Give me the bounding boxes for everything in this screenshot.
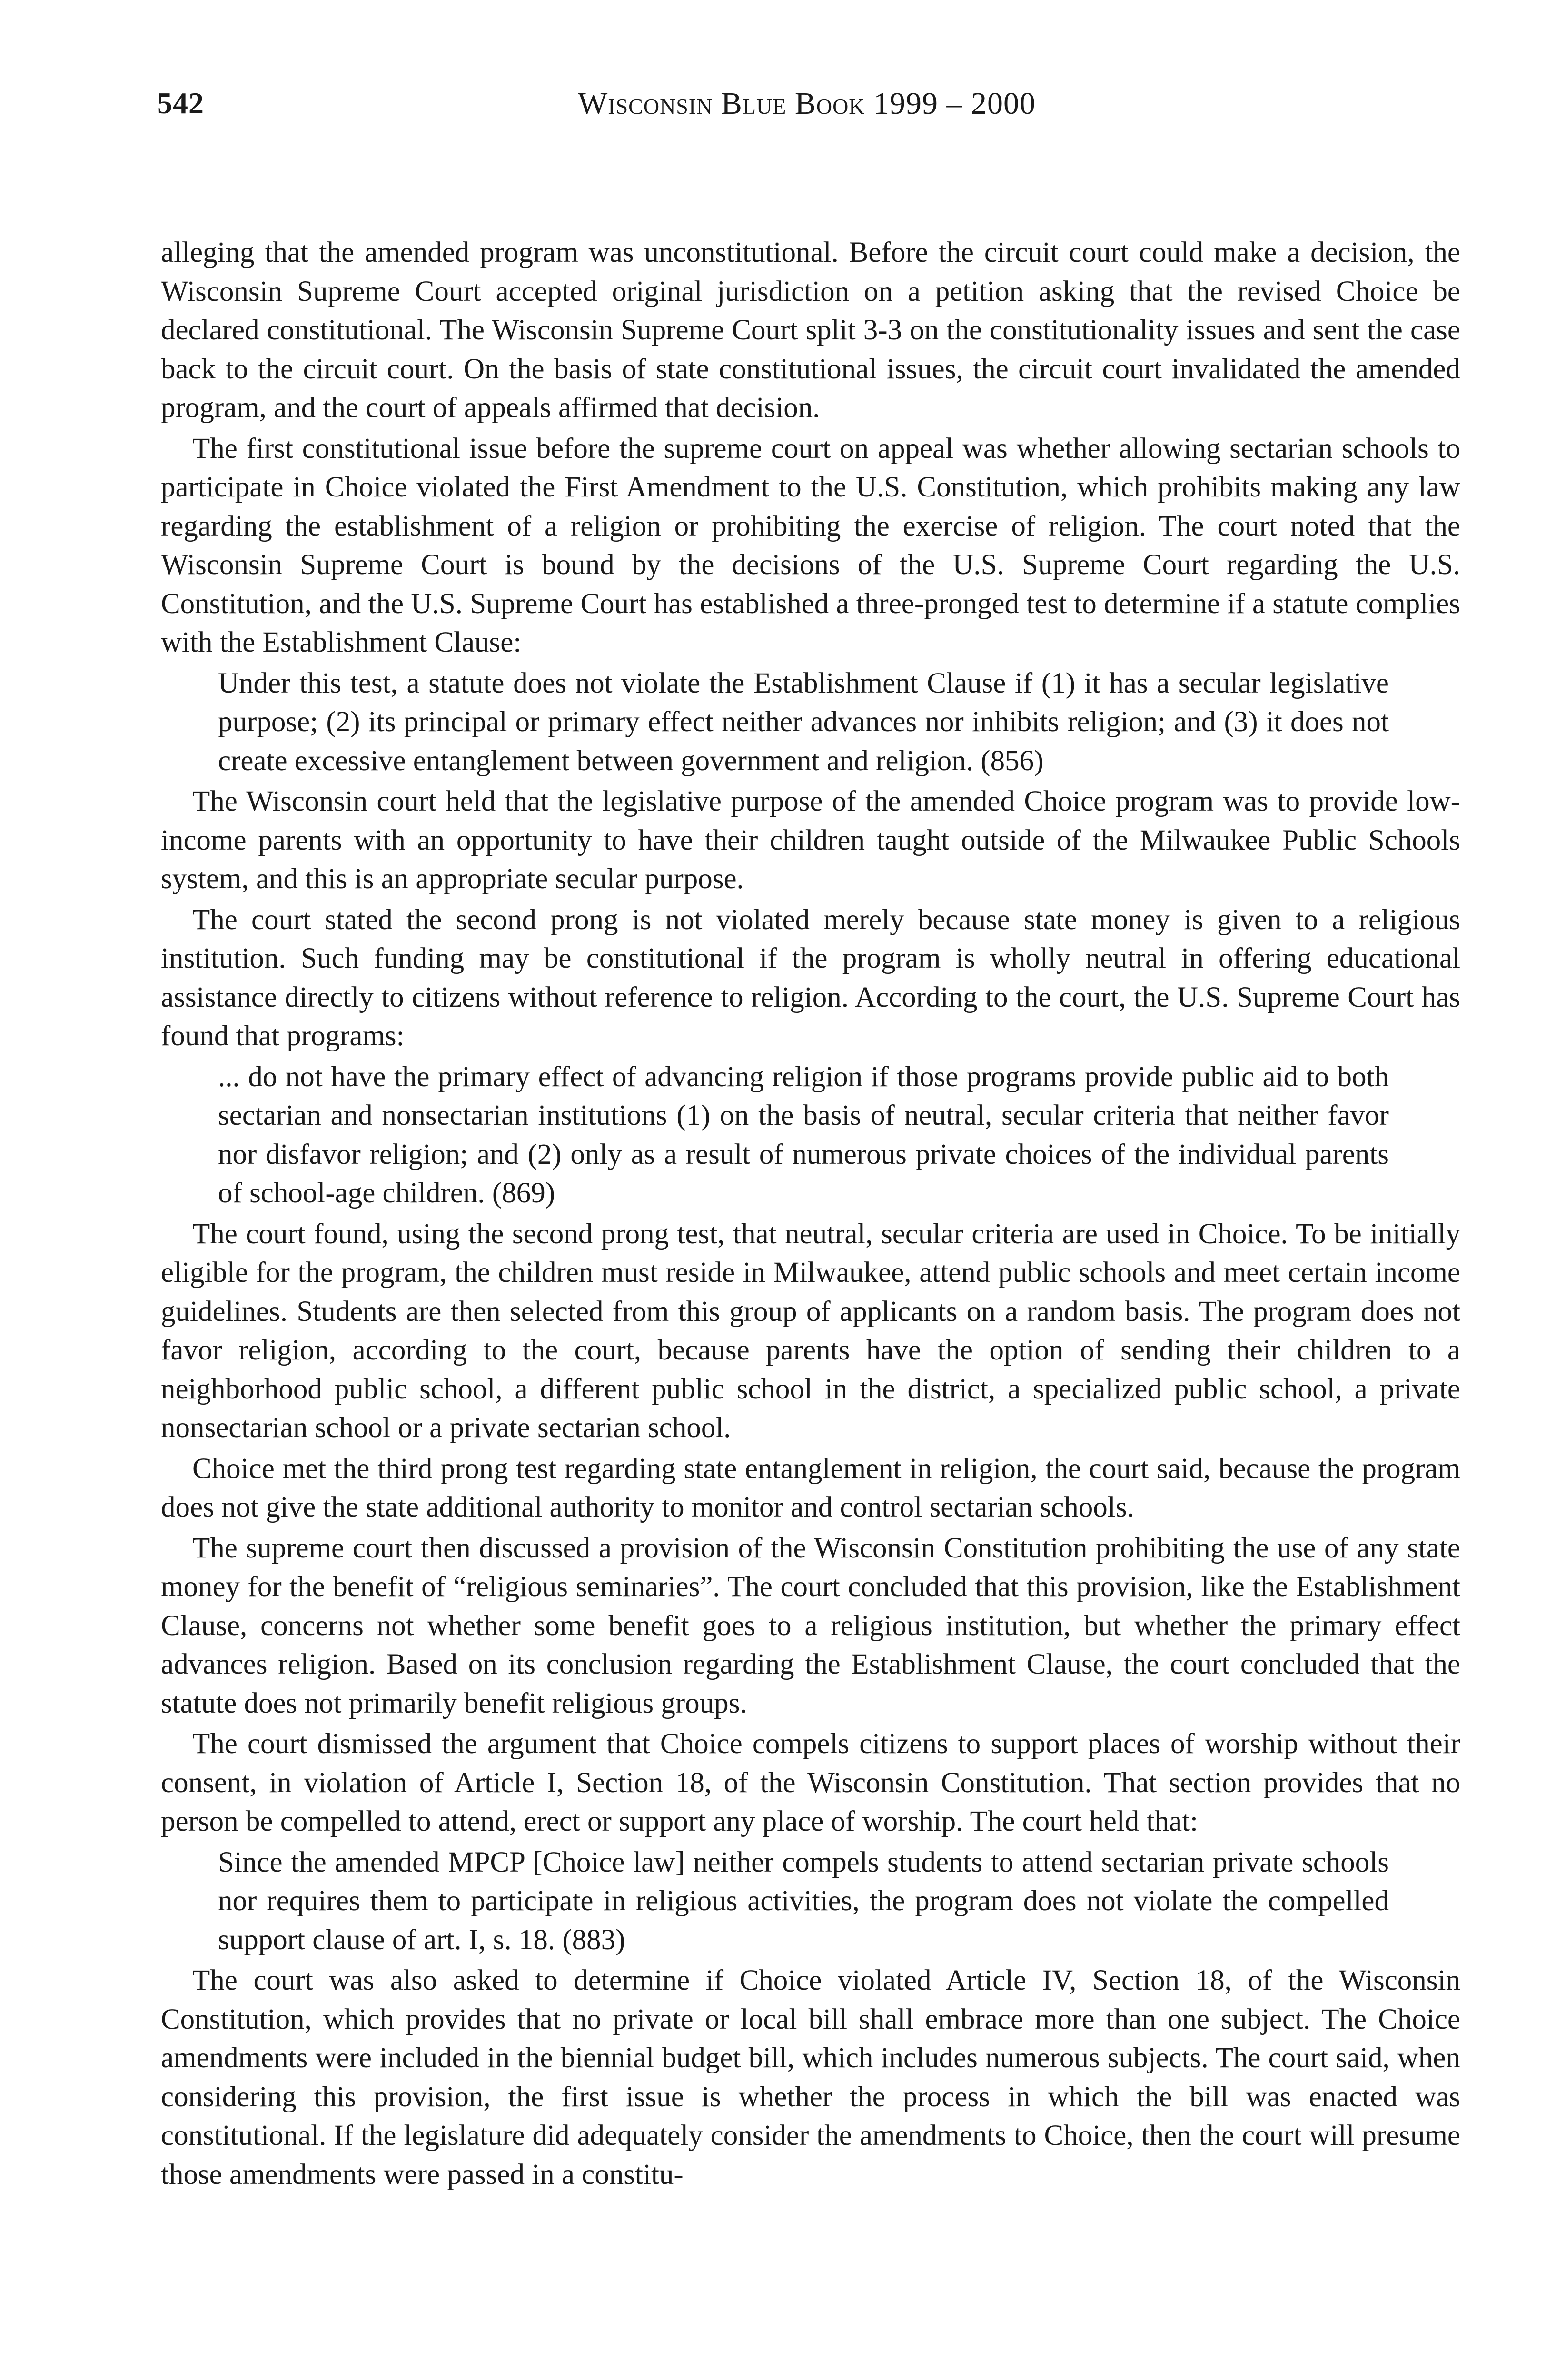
paragraph-2: The first constitutional issue before the supreme court on appeal was whether allowing sectarian schools to participate in Choice violated the First Amendment to the U.S. Constitution, which prohibits making any law regarding the establishment of a religion or prohibiting the exercise of religion. The court noted that the Wisconsin Supreme Court is bound by the decisions of the U.S. Supreme Court regarding the U.S. Constitution, and the U.S. Supreme Court has established a three-pronged test to determine if a statute complies with the Establishment Clause: xyxy=(161,432,1460,658)
body-text xyxy=(161,233,1460,2194)
paragraph-8: The court dismissed the argument that Choice compels citizens to support places of worship without their consent, in violation of Article I, Section 18, of the Wisconsin Constitution. That section provides that no person be compelled to attend, erect or support any place of worship. The court held that: xyxy=(161,1728,1460,1837)
page-number: 542 xyxy=(157,86,204,120)
running-head: Wisconsin Blue Book 1999 – 2000 xyxy=(577,86,1036,121)
paragraph-4: The court stated the second prong is not violated merely because state money is given to a religious institution. Such funding may be constitutional if the program is wholly neutral in offering educational assistance directly to citizens without reference to religion. According to the court, the U.S. Supreme Court has found that programs: xyxy=(161,903,1460,1052)
paragraph-6: Choice met the third prong test regarding state entanglement in religion, the court said, because the program does not give the state additional authority to monitor and control sectarian schools. xyxy=(161,1452,1460,1523)
block-quote-3: Since the amended MPCP [Choice law] neither compels students to attend sectarian private schools nor requires them to participate in religious activities, the program does not violate the compelled support clause of art. I, s. 18. (883) xyxy=(218,1846,1389,1956)
paragraph-5: The court found, using the second prong test, that neutral, secular criteria are used in Choice. To be initially eligible for the program, the children must reside in Milwaukee, attend public schools and meet certain income guidelines. Students are then selected from this group of applicants on a random basis. The program does not favor religion, according to the court, because parents have the option of sending their children to a neighborhood public school, a different public school in the district, a specialized public school, a private nonsectarian school or a private sectarian school. xyxy=(161,1218,1460,1444)
block-quote-1: Under this test, a statute does not violate the Establishment Clause if (1) it has a secular legislative purpose; (2) its principal or primary effect neither advances nor inhibits religion; and (3) it does not create excessive entanglement between government and religion. (856) xyxy=(218,667,1389,777)
paragraph-1: alleging that the amended program was unconstitutional. Before the circuit court could make a decision, the Wisconsin Supreme Court accepted original jurisdiction on a petition asking that the revised Choice be declared constitutional. The Wisconsin Supreme Court split 3-3 on the constitutionality issues and sent the case back to the circuit court. On the basis of state constitutional issues, the circuit court invalidated the amended program, and the court of appeals affirmed that decision. xyxy=(161,237,1460,424)
page-header xyxy=(157,86,1457,138)
paragraph-7: The supreme court then discussed a provision of the Wisconsin Constitution prohibiting the use of any state money for the benefit of “religious seminaries”. The court concluded that this provision, like the Establishment Clause, concerns not whether some benefit goes to a religious institution, but whether the primary effect advances religion. Based on its conclusion regarding the Establishment Clause, the court concluded that the statute does not primarily benefit religious groups. xyxy=(161,1532,1460,1719)
paragraph-9: The court was also asked to determine if Choice violated Article IV, Section 18, of the Wisconsin Constitution, which provides that no private or local bill shall embrace more than one subject. The Choice amendments were included in the biennial budget bill, which includes numerous subjects. The court said, when considering this provision, the first issue is whether the process in which the bill was enacted was constitutional. If the legislature did adequately consider the amendments to Choice, then the court will presume those amendments were passed in a constitu- xyxy=(161,1964,1460,2191)
paragraph-3: The Wisconsin court held that the legislative purpose of the amended Choice program was to provide low-income parents with an opportunity to have their children taught outside of the Milwaukee Public Schools system, and this is an appropriate secular purpose. xyxy=(161,785,1460,895)
block-quote-2: ... do not have the primary effect of advancing religion if those programs provide public aid to both sectarian and nonsectarian institutions (1) on the basis of neutral, secular criteria that neither favor nor disfavor religion; and (2) only as a result of numerous private choices of the individual parents of school-age children. (869) xyxy=(218,1061,1389,1209)
